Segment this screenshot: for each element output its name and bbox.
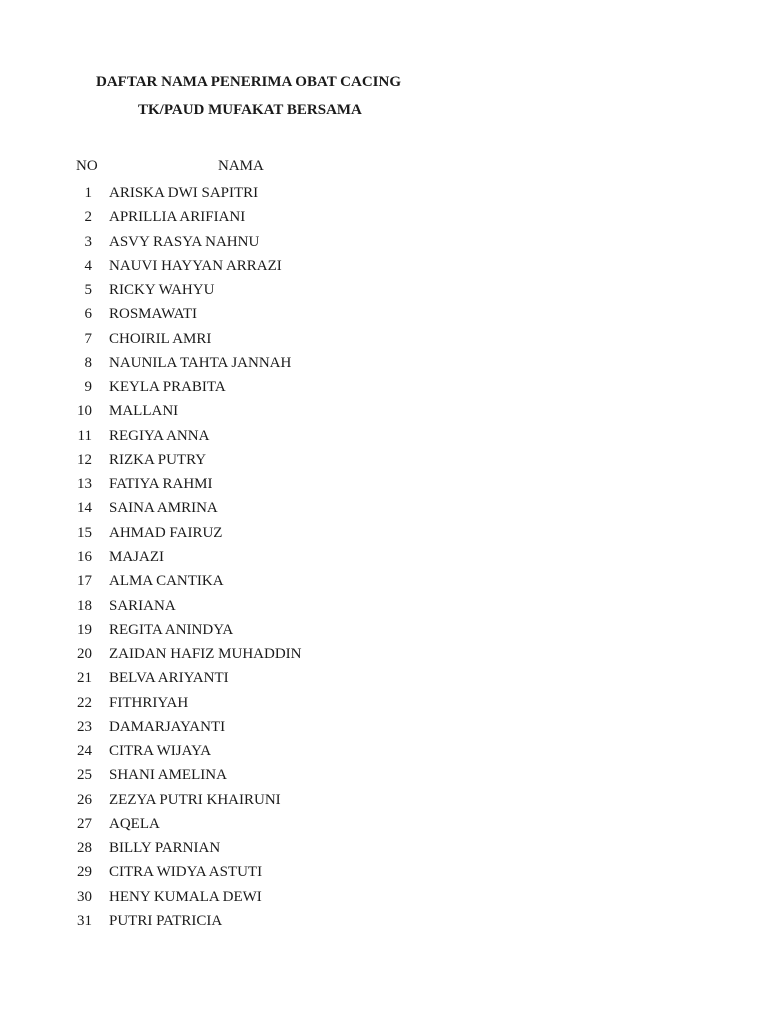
- row-number: 23: [77, 718, 92, 735]
- row-name: ZEZYA PUTRI KHAIRUNI: [109, 791, 281, 808]
- row-name: RIZKA PUTRY: [109, 451, 207, 468]
- row-name: ARISKA DWI SAPITRI: [109, 185, 259, 201]
- row-number: 10: [77, 403, 92, 420]
- column-header-no: NO: [76, 158, 98, 174]
- row-name: NAUNILA TAHTA JANNAH: [109, 354, 292, 371]
- table-row: [0, 401, 768, 425]
- table-row: [0, 717, 768, 741]
- table-row: [0, 280, 768, 304]
- table-row: [0, 474, 768, 498]
- row-name: BELVA ARIYANTI: [109, 670, 229, 687]
- row-number: 26: [77, 791, 92, 808]
- table-row: [0, 887, 768, 911]
- row-number: 9: [84, 379, 92, 396]
- table-row: [0, 232, 768, 256]
- row-number: 12: [77, 451, 92, 468]
- row-number: 4: [84, 257, 92, 274]
- row-number: 2: [84, 209, 92, 226]
- table-row: [0, 256, 768, 280]
- row-number: 27: [77, 815, 92, 832]
- row-number: 6: [84, 306, 92, 323]
- table-row: [0, 862, 768, 886]
- row-name: CITRA WIJAYA: [109, 743, 212, 760]
- row-number: 22: [77, 694, 92, 711]
- row-number: 13: [77, 476, 92, 493]
- table-row: [0, 571, 768, 595]
- row-number: 3: [84, 233, 92, 250]
- row-name: CHOIRIL AMRI: [109, 330, 212, 347]
- row-number: 24: [77, 743, 92, 760]
- table-row: [0, 207, 768, 231]
- row-number: 5: [84, 282, 92, 299]
- table-row: [0, 644, 768, 668]
- row-name: KEYLA PRABITA: [109, 379, 226, 396]
- row-number: 25: [77, 767, 92, 784]
- row-number: 29: [77, 864, 92, 881]
- table-row: [0, 353, 768, 377]
- row-name: MALLANI: [109, 403, 179, 420]
- table-row: [0, 596, 768, 620]
- table-row: [0, 304, 768, 328]
- table-row: [0, 741, 768, 765]
- row-name: RICKY WAHYU: [109, 282, 215, 299]
- row-name: AQELA: [109, 815, 160, 832]
- row-name: ASVY RASYA NAHNU: [109, 233, 260, 250]
- row-number: 18: [77, 597, 92, 614]
- table-row: [0, 838, 768, 862]
- row-name: ALMA CANTIKA: [109, 573, 224, 590]
- row-number: 21: [77, 670, 92, 687]
- table-row: [0, 790, 768, 814]
- row-name: REGIYA ANNA: [109, 427, 210, 444]
- table-row: [0, 911, 768, 935]
- row-number: 15: [77, 524, 92, 541]
- row-number: 19: [77, 621, 92, 638]
- row-name: MAJAZI: [109, 548, 164, 565]
- row-number: 8: [84, 354, 92, 371]
- table-row: [0, 765, 768, 789]
- row-number: 16: [77, 548, 92, 565]
- row-name: HENY KUMALA DEWI: [109, 888, 262, 905]
- row-name: ZAIDAN HAFIZ MUHADDIN: [109, 646, 302, 663]
- table-row: [0, 498, 768, 522]
- row-name: REGITA ANINDYA: [109, 621, 234, 638]
- table-header: [0, 158, 768, 178]
- row-name: ROSMAWATI: [109, 306, 197, 323]
- row-number: 1: [84, 185, 92, 201]
- table-row: [0, 183, 768, 207]
- table-row: [0, 426, 768, 450]
- row-name: APRILLIA ARIFIANI: [109, 209, 246, 226]
- table-row: [0, 814, 768, 838]
- document-title: DAFTAR NAMA PENERIMA OBAT CACING: [96, 74, 402, 90]
- row-number: 30: [77, 888, 92, 905]
- row-name: AHMAD FAIRUZ: [109, 524, 223, 541]
- table-row: [0, 620, 768, 644]
- row-number: 7: [84, 330, 92, 347]
- row-name: FATIYA RAHMI: [109, 476, 213, 493]
- row-name: SARIANA: [109, 597, 176, 614]
- name-list: [0, 183, 768, 935]
- row-name: SHANI AMELINA: [109, 767, 227, 784]
- document-subtitle: TK/PAUD MUFAKAT BERSAMA: [138, 102, 362, 118]
- row-name: NAUVI HAYYAN ARRAZI: [109, 257, 282, 274]
- row-name: BILLY PARNIAN: [109, 840, 221, 857]
- row-name: DAMARJAYANTI: [109, 718, 226, 735]
- row-name: PUTRI PATRICIA: [109, 912, 223, 929]
- row-number: 28: [77, 840, 92, 857]
- table-row: [0, 377, 768, 401]
- row-name: SAINA AMRINA: [109, 500, 218, 517]
- row-number: 14: [77, 500, 92, 517]
- row-number: 31: [77, 912, 92, 929]
- row-number: 20: [77, 646, 92, 663]
- table-row: [0, 693, 768, 717]
- table-row: [0, 450, 768, 474]
- row-number: 11: [77, 427, 92, 444]
- row-name: CITRA WIDYA ASTUTI: [109, 864, 263, 881]
- table-row: [0, 668, 768, 692]
- table-row: [0, 523, 768, 547]
- table-row: [0, 547, 768, 571]
- row-name: FITHRIYAH: [109, 694, 189, 711]
- row-number: 17: [77, 573, 92, 590]
- column-header-name: NAMA: [218, 158, 264, 174]
- table-row: [0, 329, 768, 353]
